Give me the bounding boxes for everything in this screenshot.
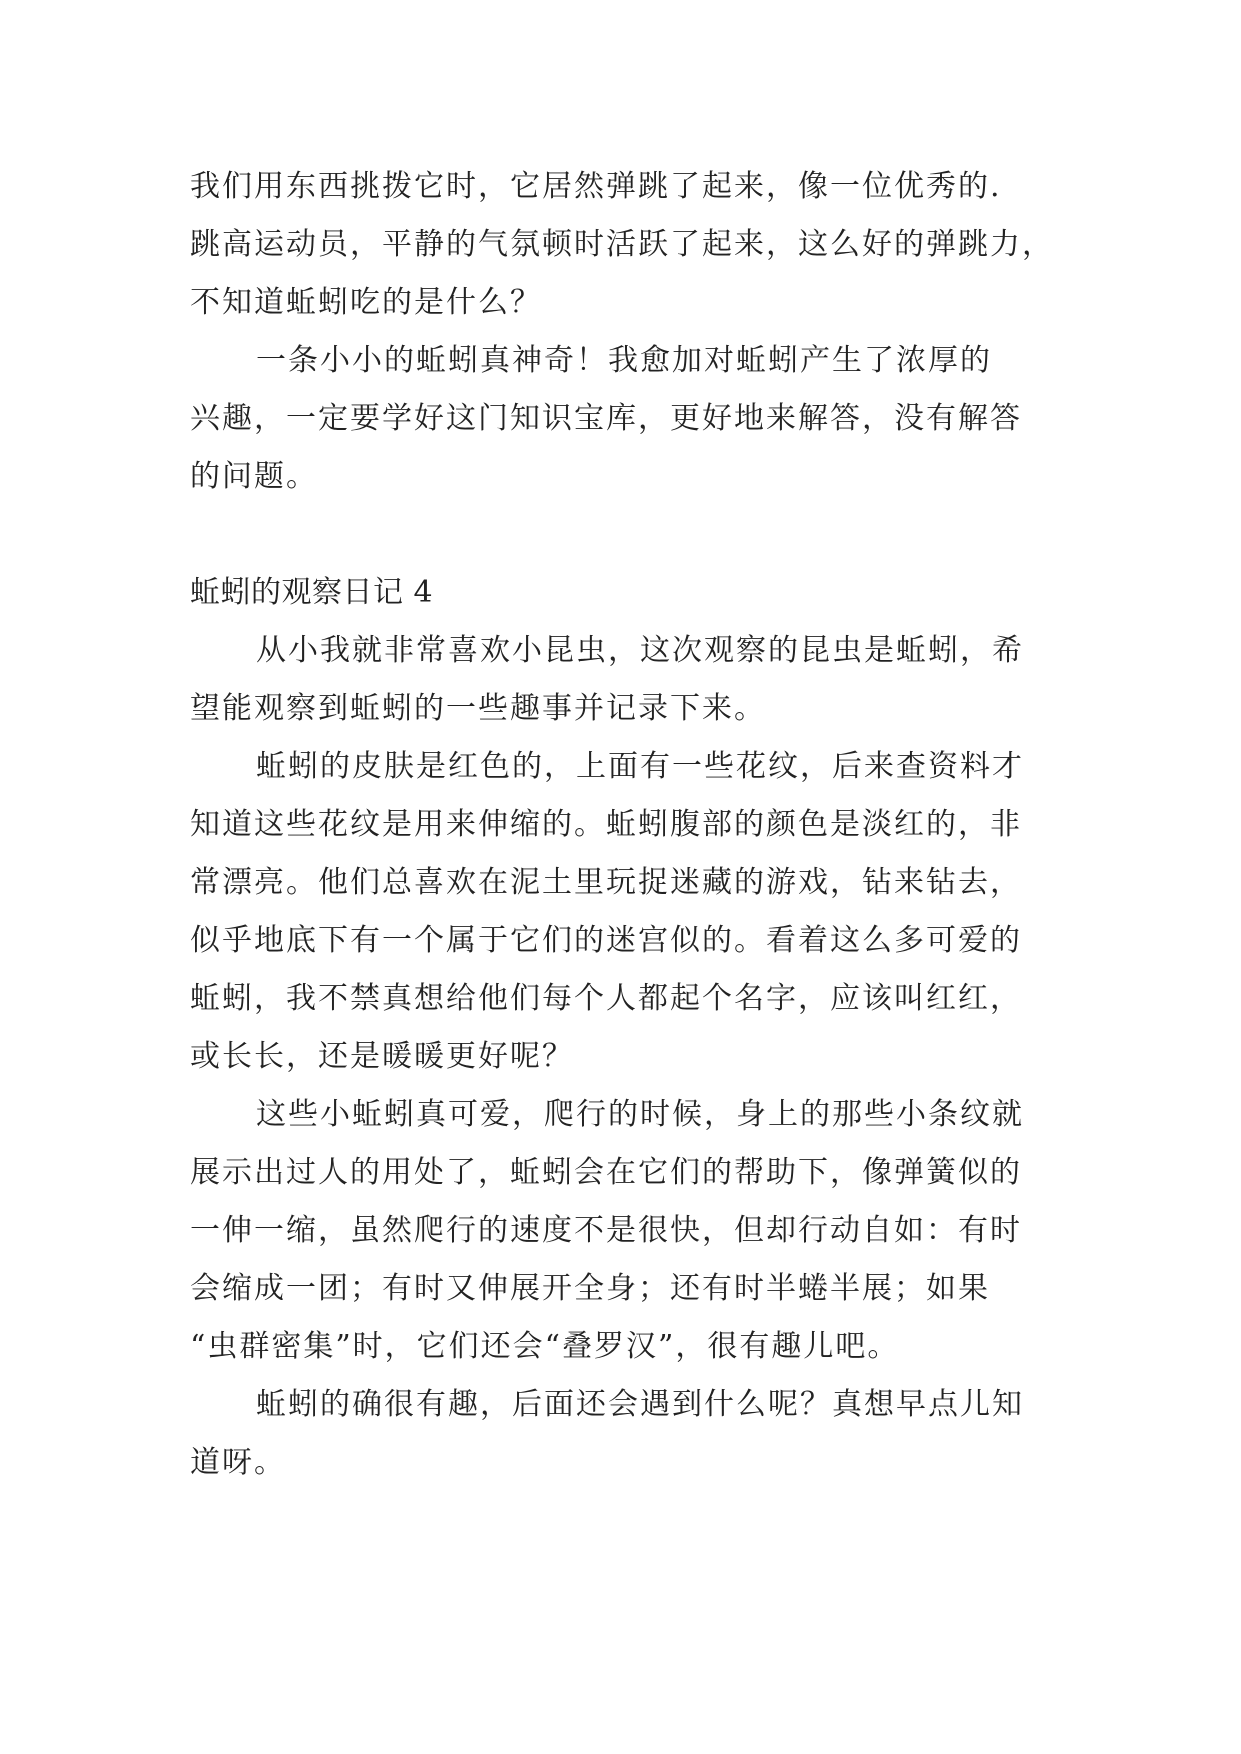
paragraph-line: 道呀。 <box>190 1445 286 1480</box>
paragraph-4 <box>190 738 1050 1086</box>
paragraph-line: 我们用东西挑拨它时，它居然弹跳了起来，像一位优秀的. <box>190 169 1002 204</box>
paragraph-line: 蚯蚓的确很有趣，后面还会遇到什么呢？真想早点儿知 <box>256 1387 1024 1422</box>
paragraph-line: “虫群密集”时，它们还会“叠罗汉”，很有趣儿吧。 <box>190 1329 900 1364</box>
paragraph-line: 这些小蚯蚓真可爱，爬行的时候，身上的那些小条纹就 <box>256 1097 1024 1132</box>
paragraph-line: 望能观察到蚯蚓的一些趣事并记录下来。 <box>190 691 766 726</box>
text-column <box>190 158 1054 1492</box>
paragraph-line: 会缩成一团；有时又伸展开全身；还有时半蜷半展；如果 <box>190 1271 990 1306</box>
paragraph-line: 不知道蚯蚓吃的是什么？ <box>190 285 542 320</box>
paragraph-line: 蚯蚓的皮肤是红色的，上面有一些花纹，后来查资料才 <box>256 749 1024 784</box>
paragraph-line: 似乎地底下有一个属于它们的迷宫似的。看着这么多可爱的 <box>190 923 1022 958</box>
paragraph-line: 从小我就非常喜欢小昆虫，这次观察的昆虫是蚯蚓，希 <box>256 633 1024 668</box>
paragraph-line: 跳高运动员，平静的气氛顿时活跃了起来，这么好的弹跳力， <box>190 227 1054 262</box>
section-title: 蚯蚓的观察日记 4 <box>190 575 434 610</box>
paragraph-line: 常漂亮。他们总喜欢在泥土里玩捉迷藏的游戏，钻来钻去， <box>190 865 1022 900</box>
paragraph-line: 或长长，还是暖暖更好呢？ <box>190 1039 574 1074</box>
paragraph-line: 一伸一缩，虽然爬行的速度不是很快，但却行动自如：有时 <box>190 1213 1022 1248</box>
paragraph-line: 展示出过人的用处了，蚯蚓会在它们的帮助下，像弹簧似的 <box>190 1155 1022 1190</box>
paragraph-5 <box>190 1086 1050 1376</box>
paragraph-line: 蚯蚓，我不禁真想给他们每个人都起个名字，应该叫红红， <box>190 981 1022 1016</box>
paragraph-line: 知道这些花纹是用来伸缩的。蚯蚓腹部的颜色是淡红的，非 <box>190 807 1022 842</box>
paragraph-3 <box>190 622 1050 738</box>
paragraph-2 <box>190 332 1050 506</box>
paragraph-line: 一条小小的蚯蚓真神奇！我愈加对蚯蚓产生了浓厚的 <box>256 343 992 378</box>
paragraph-6 <box>190 1376 1050 1492</box>
paragraph-line: 兴趣，一定要学好这门知识宝库，更好地来解答，没有解答 <box>190 401 1022 436</box>
paragraph-line: 的问题。 <box>190 459 318 494</box>
paragraph-1 <box>190 158 1054 332</box>
section-spacer <box>190 506 1050 564</box>
